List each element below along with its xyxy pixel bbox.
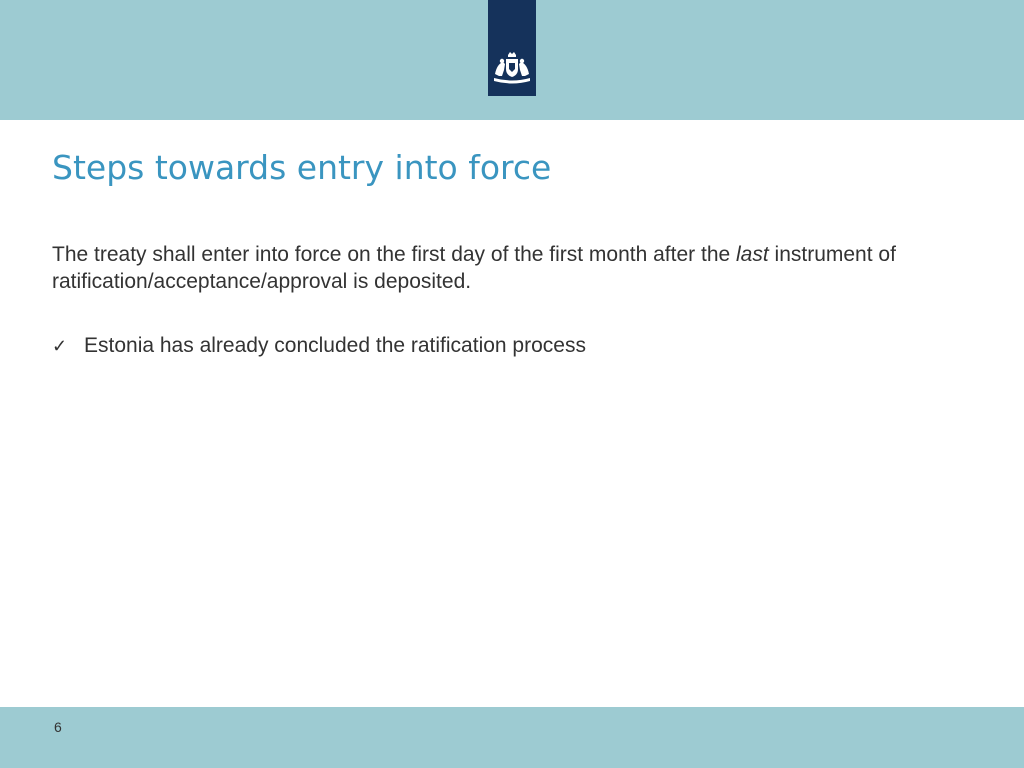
footer-band — [0, 707, 1024, 768]
coat-of-arms-icon — [491, 50, 533, 86]
page-number: 6 — [54, 719, 62, 735]
bullet-item — [52, 334, 586, 358]
bullet-text: Estonia has already concluded the ratification process — [84, 334, 586, 357]
checkmark-icon: ✓ — [52, 335, 68, 356]
logo-tab — [488, 0, 536, 96]
paragraph-text-end: instrument of ratification/acceptance/approval is deposited. — [52, 243, 896, 293]
paragraph-text-start: The treaty shall enter into force on the first day of the first month after the — [52, 243, 737, 266]
slide-title: Steps towards entry into force — [52, 148, 552, 187]
header-band — [0, 0, 1024, 120]
paragraph-emphasis: last — [736, 243, 769, 266]
slide-paragraph — [52, 241, 952, 295]
